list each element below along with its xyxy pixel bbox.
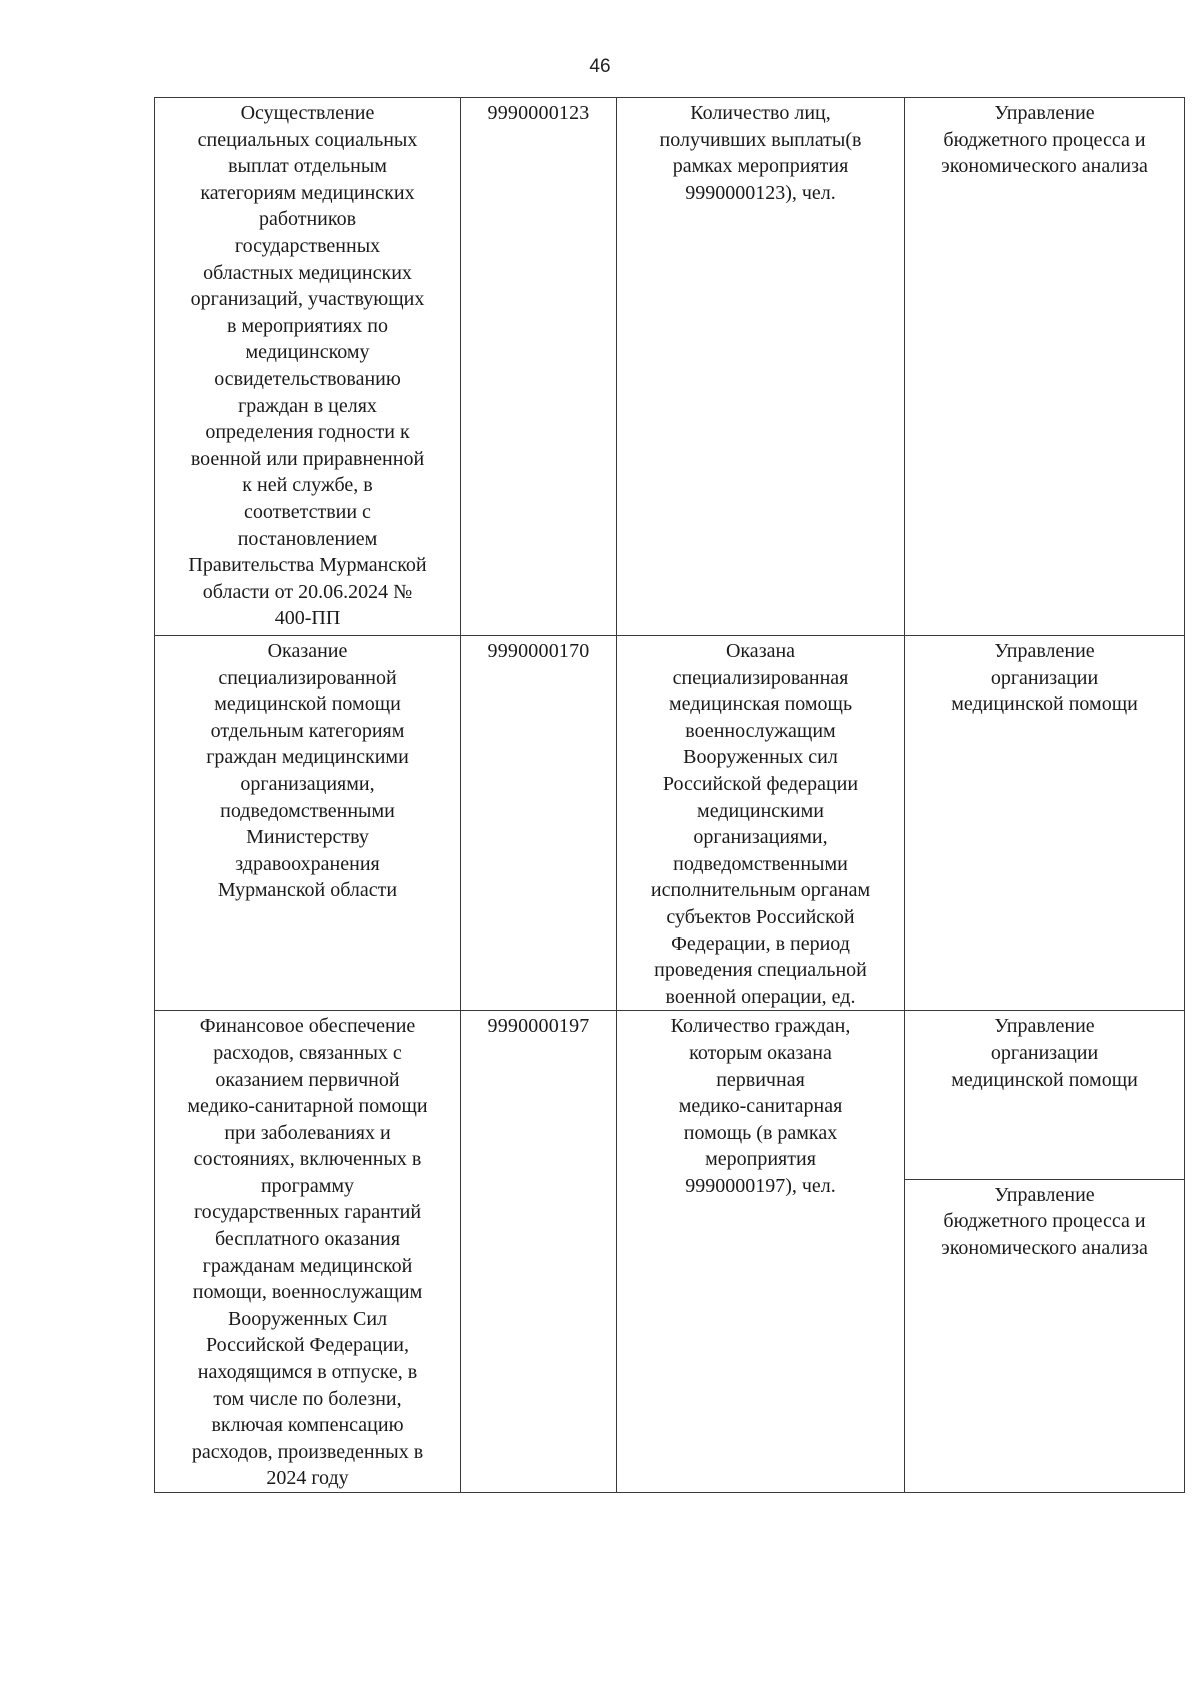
- code-text: 9990000197: [487, 1015, 590, 1038]
- description-cell: [155, 98, 461, 636]
- measures-table: [154, 97, 1185, 1493]
- code-cell: [461, 98, 617, 636]
- responsible-cell: [905, 1179, 1185, 1492]
- code-text: 9990000170: [487, 640, 590, 662]
- table-row: [155, 636, 1185, 1011]
- description-text: Осуществление специальных социальных выплат отдельным категориям медицинских работников государственных областных медицинских организаций, участвующих в мероприятиях по медицинскому освидетельствованию граждан в целях определения годности к военной или приравненной к ней службе, в соответствии с постановлением Правительства Мурманской области от 20.06.2024 № 400-ПП: [188, 102, 427, 630]
- responsible-cell: [905, 636, 1185, 1011]
- table-row: [155, 98, 1185, 636]
- indicator-cell: [617, 636, 905, 1011]
- indicator-text: Количество лиц, получивших выплаты(в рамках мероприятия 9990000123), чел.: [659, 102, 862, 204]
- responsible-text: Управление организации медицинской помощи: [951, 640, 1138, 716]
- indicator-text: Количество граждан, которым оказана первичная медико-санитарная помощь (в рамках мероприятия 9990000197), чел.: [670, 1015, 851, 1197]
- description-text: Оказание специализированной медицинской помощи отдельным категориям граждан медицинскими организациями, подведомственными Министерству здравоохранения Мурманской области: [206, 640, 409, 902]
- description-cell: [155, 1011, 461, 1493]
- description-cell: [155, 636, 461, 1011]
- responsible-text: Управление бюджетного процесса и экономического анализа: [941, 1183, 1148, 1259]
- description-text: Финансовое обеспечение расходов, связанных с оказанием первичной медико-санитарной помощи при заболеваниях и состояниях, включенных в программу государственных гарантий бесплатного оказания гражданам медицинской помощи, военнослужащим Вооруженных Сил Российской Федерации, находящимся в отпуске, в том числе по болезни, включая компенсацию расходов, произведенных в 2024 году: [187, 1015, 428, 1490]
- responsible-cell: [905, 1011, 1185, 1179]
- code-cell: [461, 636, 617, 1011]
- responsible-cell: [905, 98, 1185, 636]
- responsible-text: Управление бюджетного процесса и экономического анализа: [941, 102, 1148, 178]
- table-row: [155, 1011, 1185, 1179]
- code-cell: [461, 1011, 617, 1493]
- page-number: 46: [589, 56, 611, 77]
- indicator-cell: [617, 1011, 905, 1493]
- responsible-text: Управление организации медицинской помощи: [951, 1015, 1138, 1091]
- code-text: 9990000123: [487, 102, 590, 124]
- indicator-cell: [617, 98, 905, 636]
- indicator-text: Оказана специализированная медицинская помощь военнослужащим Вооруженных сил Российской федерации медицинскими организациями, подведомственными исполнительным органам субъектов Российской Федерации, в период проведения специальной военной операции, ед.: [650, 640, 871, 1008]
